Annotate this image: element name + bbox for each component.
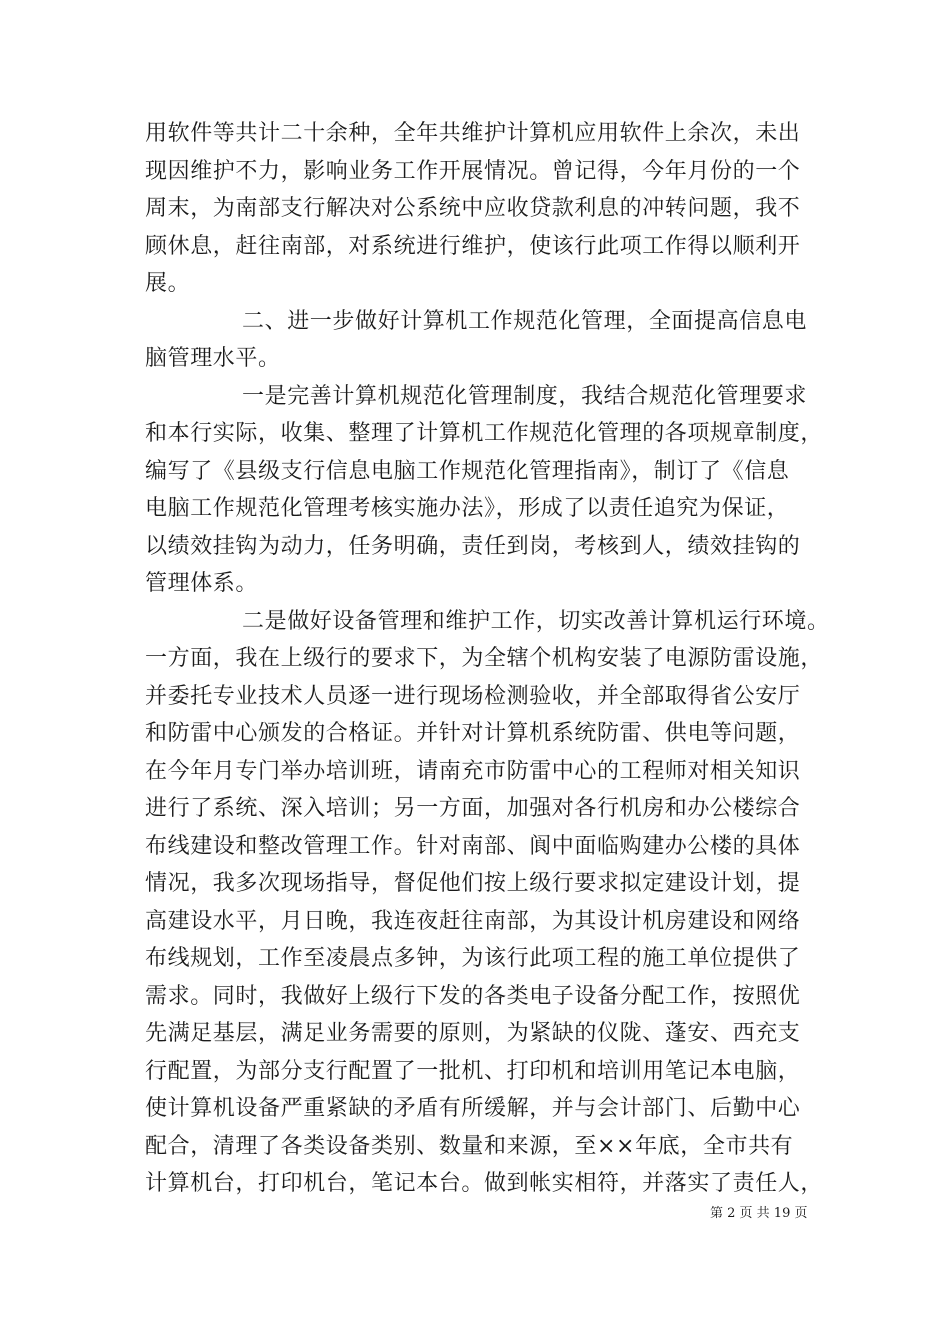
text-line: 一方面，我在上级行的要求下，为全辖个机构安装了电源防雷设施， bbox=[145, 646, 824, 671]
text-line: 二、进一步做好计算机工作规范化管理，全面提高信息电 bbox=[242, 308, 808, 334]
text-line: 顾休息，赶往南部，对系统进行维护，使该行此项工作得以顺利开 bbox=[145, 233, 801, 259]
text-line: 和本行实际，收集、整理了计算机工作规范化管理的各项规章制度， bbox=[145, 421, 824, 446]
text-line: 使计算机设备严重紧缺的矛盾有所缓解，并与会计部门、后勤中心 bbox=[145, 1096, 801, 1121]
text-line: 编写了《县级支行信息电脑工作规范化管理指南》，制订了《信息 bbox=[145, 458, 790, 484]
text-line: 行配置，为部分支行配置了一批机、打印机和培训用笔记本电脑， bbox=[145, 1058, 801, 1084]
text-line: 用软件等共计二十余种，全年共维护计算机应用软件上余次，未出 bbox=[145, 121, 801, 146]
text-line: 在今年月专门举办培训班，请南充市防雷中心的工程师对相关知识 bbox=[145, 758, 801, 784]
text-line: 布线规划，工作至凌晨点多钟，为该行此项工程的施工单位提供了 bbox=[145, 946, 801, 971]
text-line: 计算机台，打印机台，笔记本台。做到帐实相符，并落实了责任人， bbox=[145, 1171, 824, 1196]
text-line: 先满足基层，满足业务需要的原则，为紧缺的仪陇、蓬安、西充支 bbox=[145, 1021, 801, 1046]
text-line: 并委托专业技术人员逐一进行现场检测验收，并全部取得省公安厅 bbox=[145, 683, 801, 709]
text-line: 现因维护不力，影响业务工作开展情况。曾记得，今年月份的一个 bbox=[145, 158, 801, 184]
text-line: 一是完善计算机规范化管理制度，我结合规范化管理要求 bbox=[242, 383, 808, 409]
text-line: 脑管理水平。 bbox=[145, 346, 281, 371]
text-line: 展。 bbox=[145, 271, 191, 296]
text-line: 需求。同时，我做好上级行下发的各类电子设备分配工作，按照优 bbox=[145, 983, 801, 1009]
text-line: 进行了系统、深入培训；另一方面，加强对各行机房和办公楼综合 bbox=[145, 796, 801, 821]
text-line: 以绩效挂钩为动力，任务明确，责任到岗，考核到人，绩效挂钩的 bbox=[145, 533, 801, 559]
text-line: 高建设水平，月日晚，我连夜赶往南部，为其设计机房建设和网络 bbox=[145, 908, 801, 934]
text-line: 布线建设和整改管理工作。针对南部、阆中面临购建办公楼的具体 bbox=[145, 833, 801, 859]
text-line: 配合，清理了各类设备类别、数量和来源，至××年底，全市共有 bbox=[145, 1133, 794, 1159]
text-line: 和防雷中心颁发的合格证。并针对计算机系统防雷、供电等问题， bbox=[145, 721, 801, 746]
text-line: 情况，我多次现场指导，督促他们按上级行要求拟定建设计划，提 bbox=[145, 871, 801, 896]
body-text bbox=[145, 115, 830, 1203]
text-line: 电脑工作规范化管理考核实施办法》，形成了以责任追究为保证， bbox=[145, 496, 790, 521]
page-number-footer: 第 2 页 共 19 页 bbox=[710, 1206, 808, 1221]
text-line: 周末，为南部支行解决对公系统中应收贷款利息的冲转问题，我不 bbox=[145, 196, 801, 221]
text-line: 二是做好设备管理和维护工作，切实改善计算机运行环境。 bbox=[242, 608, 830, 634]
text-line: 管理体系。 bbox=[145, 571, 259, 596]
